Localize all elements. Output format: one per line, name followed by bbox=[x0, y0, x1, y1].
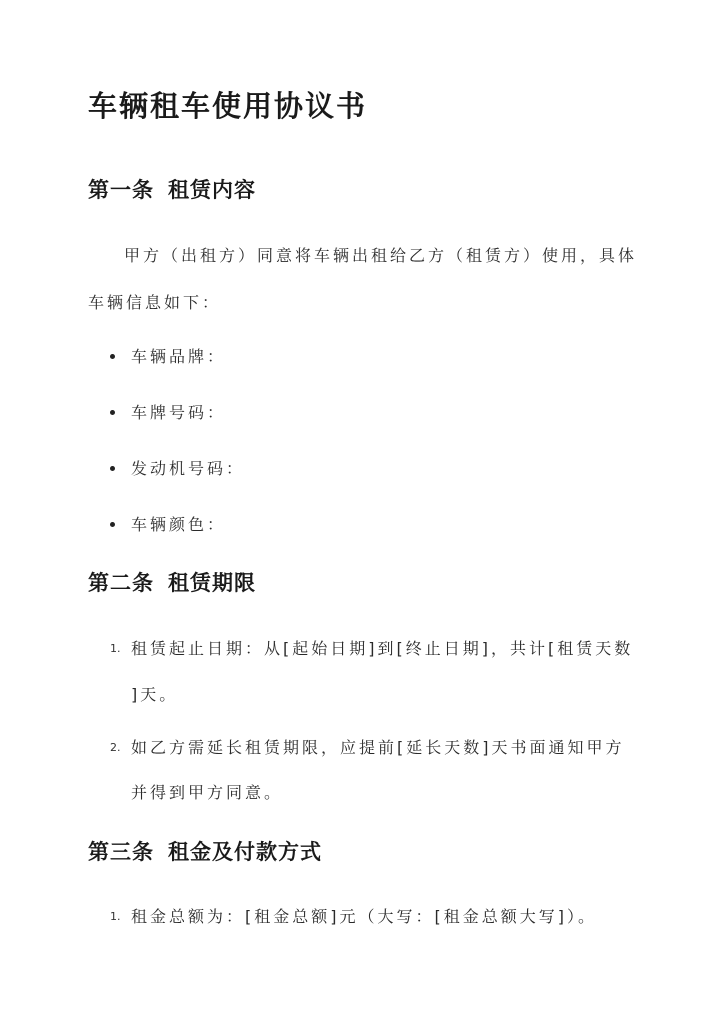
list-item-line: 如乙方需延长租赁期限，应提前[延长天数]天书面通知甲方 bbox=[131, 738, 625, 757]
bullet-icon bbox=[110, 410, 115, 415]
list-number: 1. bbox=[110, 642, 121, 655]
bullet-icon bbox=[110, 522, 115, 527]
bullet-item-engine: 发动机号码： bbox=[131, 459, 246, 478]
bullet-item-brand: 车辆品牌： bbox=[131, 347, 227, 366]
list-item-line: 租金总额为：[租金总额]元（大写：[租金总额大写]）。 bbox=[131, 907, 597, 926]
section-1-intro-line2: 车辆信息如下： bbox=[88, 293, 222, 312]
bullet-icon bbox=[110, 354, 115, 359]
section-2-number: 第二条 bbox=[88, 570, 154, 595]
section-3-number: 第三条 bbox=[88, 839, 154, 864]
section-2-title: 租赁期限 bbox=[168, 570, 256, 595]
list-item-line: ]天。 bbox=[131, 685, 179, 704]
document-title: 车辆租车使用协议书 bbox=[88, 89, 368, 123]
list-item-line: 并得到甲方同意。 bbox=[131, 783, 284, 802]
list-number: 1. bbox=[110, 910, 121, 923]
section-1-intro-line1: 甲方（出租方）同意将车辆出租给乙方（租赁方）使用，具体 bbox=[124, 246, 638, 265]
list-item-line: 租赁起止日期：从[起始日期]到[终止日期]，共计[租赁天数 bbox=[131, 639, 634, 658]
bullet-item-plate: 车牌号码： bbox=[131, 403, 227, 422]
section-3-heading bbox=[88, 836, 322, 866]
section-1-heading bbox=[88, 174, 256, 204]
section-1-title: 租赁内容 bbox=[168, 177, 256, 202]
bullet-item-color: 车辆颜色： bbox=[131, 515, 227, 534]
section-1-number: 第一条 bbox=[88, 177, 154, 202]
section-2-heading bbox=[88, 567, 256, 597]
list-number: 2. bbox=[110, 741, 121, 754]
section-3-title: 租金及付款方式 bbox=[168, 839, 322, 864]
bullet-icon bbox=[110, 466, 115, 471]
